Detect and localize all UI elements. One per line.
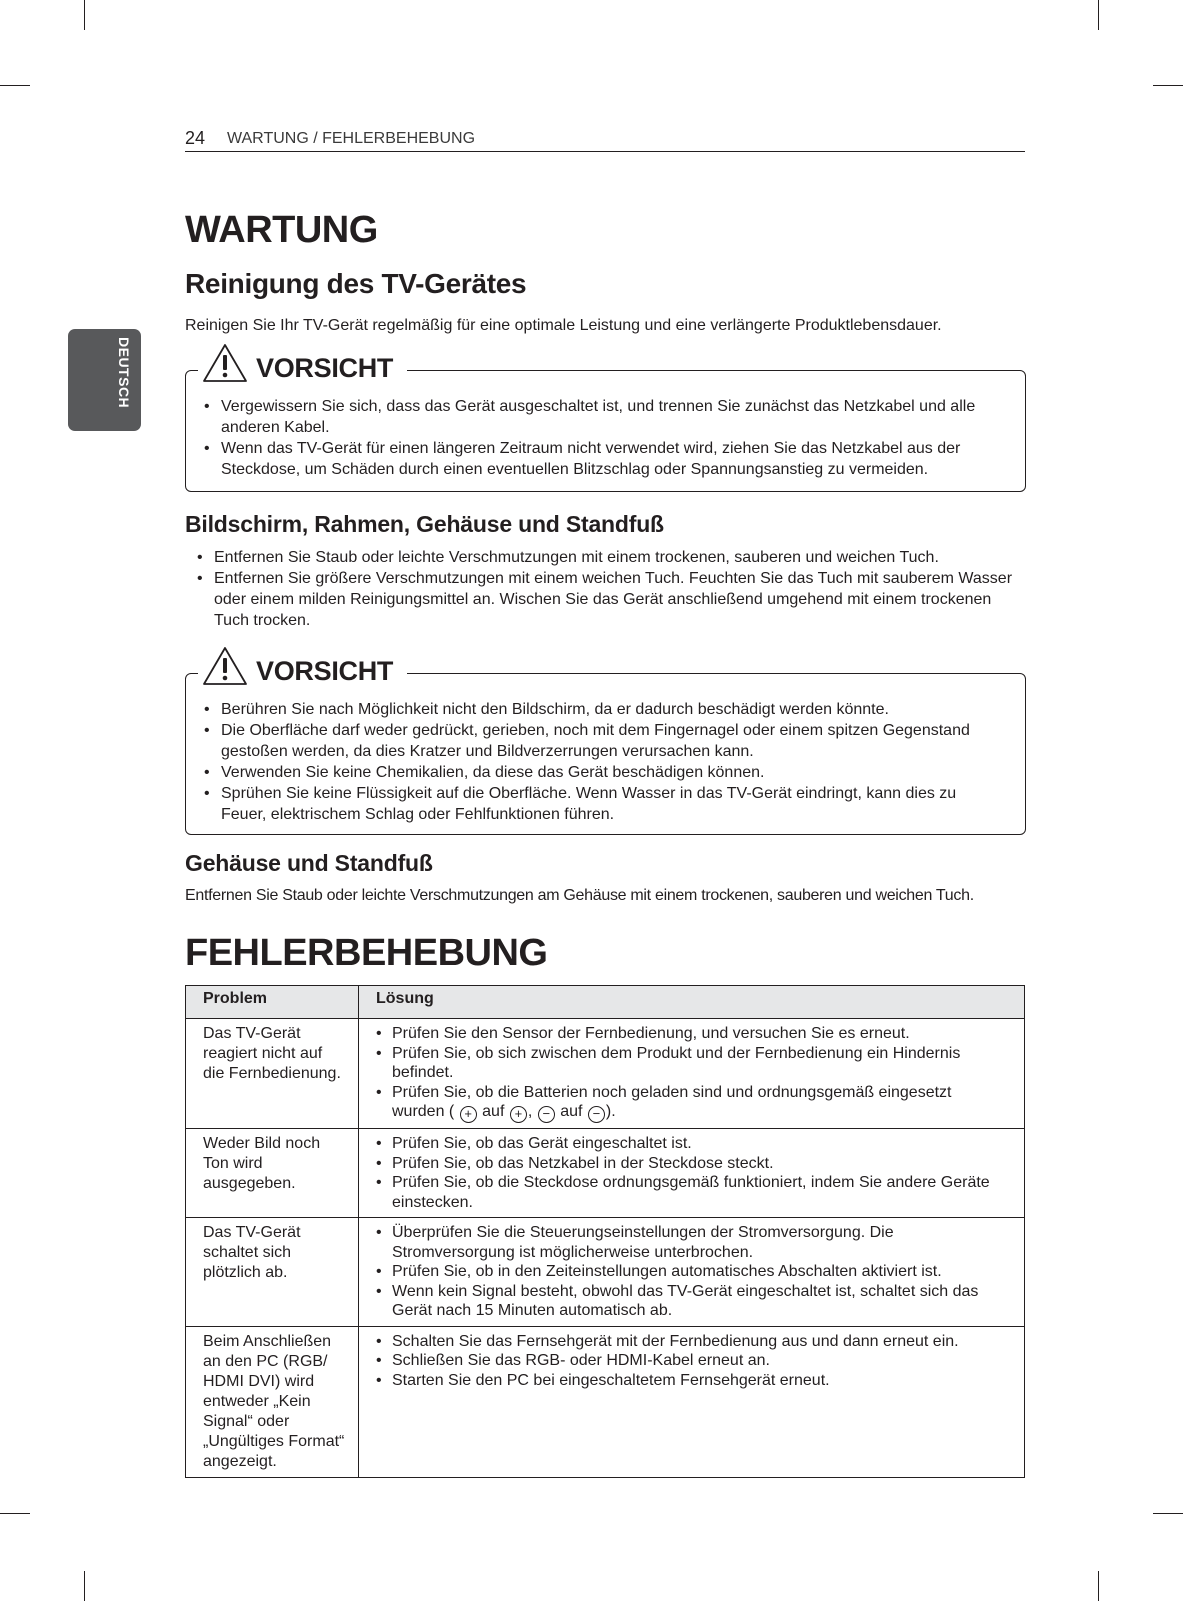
plus-symbol-icon: + xyxy=(460,1106,477,1123)
list-item: • Verwenden Sie keine Chemikalien, da diese das Gerät beschädigen können. xyxy=(202,762,1005,783)
battery-separator: , xyxy=(527,1103,533,1120)
list-item: • Prüfen Sie den Sensor der Fernbedienung, und versuchen Sie es erneut. xyxy=(376,1024,1012,1044)
troubleshooting-table xyxy=(185,985,1025,1478)
table-row xyxy=(186,1019,1025,1129)
caution-list xyxy=(202,396,1005,480)
solution-list xyxy=(376,1134,1012,1212)
list-item: • Entfernen Sie Staub oder leichte Verschmutzungen mit einem trockenen, sauberen und weichen Tuch. xyxy=(195,547,1025,568)
crop-mark xyxy=(1098,1571,1099,1601)
caution-heading xyxy=(198,642,407,686)
list-item: • Sprühen Sie keine Flüssigkeit auf die Oberfläche. Wenn Wasser in das TV-Gerät eindringt, kann dies zu Feuer, elektrischem Schlag oder Fehlfunktionen führen. xyxy=(202,783,1005,825)
battery-auf: auf xyxy=(482,1103,505,1120)
list-item: • Wenn kein Signal besteht, obwohl das TV-Gerät eingeschaltet ist, schaltet sich das Gerät nach 15 Minuten automatisch ab. xyxy=(376,1282,1012,1321)
table-row xyxy=(186,1218,1025,1327)
crop-mark xyxy=(0,85,30,86)
list-item: • Wenn das TV-Gerät für einen längeren Zeitraum nicht verwendet wird, ziehen Sie das Netzkabel aus der Steckdose, um Schäden durch einen eventuellen Blitzschlag oder Spannungsanstieg zu vermeiden. xyxy=(202,438,1005,480)
caution-title: VORSICHT xyxy=(256,656,394,686)
problem-cell: Das TV-Gerät reagiert nicht auf die Fernbedienung. xyxy=(186,1019,359,1129)
list-item: • Schließen Sie das RGB- oder HDMI-Kabel erneut an. xyxy=(376,1351,1012,1371)
list-item: • Überprüfen Sie die Steuerungseinstellungen der Stromversorgung. Die Stromversorgung ist möglicherweise unterbrochen. xyxy=(376,1223,1012,1262)
section-label: WARTUNG / FEHLERBEHEBUNG xyxy=(227,130,476,147)
list-item: • Prüfen Sie, ob das Gerät eingeschaltet ist. xyxy=(376,1134,1012,1154)
list-item: • Vergewissern Sie sich, dass das Gerät ausgeschaltet ist, und trennen Sie zunächst das Netzkabel und alle anderen Kabel. xyxy=(202,396,1005,438)
list-item: • Starten Sie den PC bei eingeschaltetem Fernsehgerät erneut. xyxy=(376,1371,1012,1391)
list-item: • Prüfen Sie, ob die Steckdose ordnungsgemäß funktioniert, indem Sie andere Geräte einstecken. xyxy=(376,1173,1012,1212)
table-row xyxy=(186,1326,1025,1477)
list-item: • Die Oberfläche darf weder gedrückt, gerieben, noch mit dem Fingernagel oder einem spitzen Gegenstand gestoßen werden, da dies Kratzer und Bildverzerrungen verursachen kann. xyxy=(202,720,1005,762)
troubleshooting-title: FEHLERBEHEBUNG xyxy=(185,932,548,974)
solution-list xyxy=(376,1024,1012,1123)
battery-auf: auf xyxy=(560,1103,583,1120)
crop-mark xyxy=(1153,85,1183,86)
battery-suffix: ). xyxy=(605,1103,616,1120)
column-header-solution: Lösung xyxy=(359,986,1025,1019)
plus-symbol-icon: + xyxy=(510,1106,527,1123)
housing-section-text: Entfernen Sie Staub oder leichte Verschmutzungen am Gehäuse mit einem trockenen, sauberen und weichen Tuch. xyxy=(185,887,974,904)
crop-mark xyxy=(0,1513,30,1514)
caution-box xyxy=(185,656,1026,835)
problem-cell: Das TV-Gerät schaltet sich plötzlich ab. xyxy=(186,1218,359,1327)
crop-mark xyxy=(1098,0,1099,30)
battery-prefix: wurden ( xyxy=(392,1103,455,1120)
table-header-row xyxy=(186,986,1025,1019)
caution-title: VORSICHT xyxy=(256,353,394,383)
solution-cell xyxy=(359,1129,1025,1218)
screen-section-title: Bildschirm, Rahmen, Gehäuse und Standfuß xyxy=(185,511,664,537)
crop-mark xyxy=(84,0,85,30)
solution-cell xyxy=(359,1326,1025,1477)
housing-section-title: Gehäuse und Standfuß xyxy=(185,850,433,876)
table-row xyxy=(186,1129,1025,1218)
list-item: • Entfernen Sie größere Verschmutzungen mit einem weichen Tuch. Feuchten Sie das Tuch mit sauberem Wasser oder einem milden Reinigungsmittel an. Wischen Sie das Gerät anschließend umgehend mit einem trockenen Tuch trocken. xyxy=(195,568,1025,631)
solution-cell xyxy=(359,1218,1025,1327)
solution-list xyxy=(376,1332,1012,1391)
list-item xyxy=(376,1083,1012,1124)
crop-mark xyxy=(84,1571,85,1601)
warning-triangle-icon xyxy=(202,646,248,686)
running-header xyxy=(185,126,1025,152)
list-item: • Prüfen Sie, ob in den Zeiteinstellungen automatisches Abschalten aktiviert ist. xyxy=(376,1262,1012,1282)
list-item: • Berühren Sie nach Möglichkeit nicht den Bildschirm, da er dadurch beschädigt werden könnte. xyxy=(202,699,1005,720)
cleaning-intro: Reinigen Sie Ihr TV-Gerät regelmäßig für eine optimale Leistung und eine verlängerte Produktlebensdauer. xyxy=(185,317,942,334)
caution-list xyxy=(202,699,1005,825)
problem-cell: Beim Anschließen an den PC (RGB/ HDMI DVI) wird entweder „Kein Signal“ oder „Ungültiges Format“ angezeigt. xyxy=(186,1326,359,1477)
solution-cell xyxy=(359,1019,1025,1129)
caution-box xyxy=(185,353,1026,492)
screen-section-list xyxy=(195,547,1025,631)
column-header-problem: Problem xyxy=(186,986,359,1019)
caution-heading xyxy=(198,339,407,383)
minus-symbol-icon: − xyxy=(588,1106,605,1123)
page-number: 24 xyxy=(185,128,206,148)
wartung-title: WARTUNG xyxy=(185,209,378,251)
crop-mark xyxy=(1153,1513,1183,1514)
minus-symbol-icon: − xyxy=(538,1106,555,1123)
cleaning-subtitle: Reinigung des TV-Gerätes xyxy=(185,268,527,299)
language-tab xyxy=(68,329,141,431)
list-item: • Prüfen Sie, ob das Netzkabel in der Steckdose steckt. xyxy=(376,1154,1012,1174)
list-item: • Prüfen Sie, ob sich zwischen dem Produkt und der Fernbedienung ein Hindernis befindet. xyxy=(376,1044,1012,1083)
warning-triangle-icon xyxy=(202,343,248,383)
solution-list xyxy=(376,1223,1012,1321)
list-item-text: Prüfen Sie, ob die Batterien noch geladen sind und ordnungsgemäß eingesetzt xyxy=(392,1083,952,1101)
problem-cell: Weder Bild noch Ton wird ausgegeben. xyxy=(186,1129,359,1218)
list-item: • Schalten Sie das Fernsehgerät mit der Fernbedienung aus und dann erneut ein. xyxy=(376,1332,1012,1352)
language-tab-label: DEUTSCH xyxy=(116,337,132,409)
